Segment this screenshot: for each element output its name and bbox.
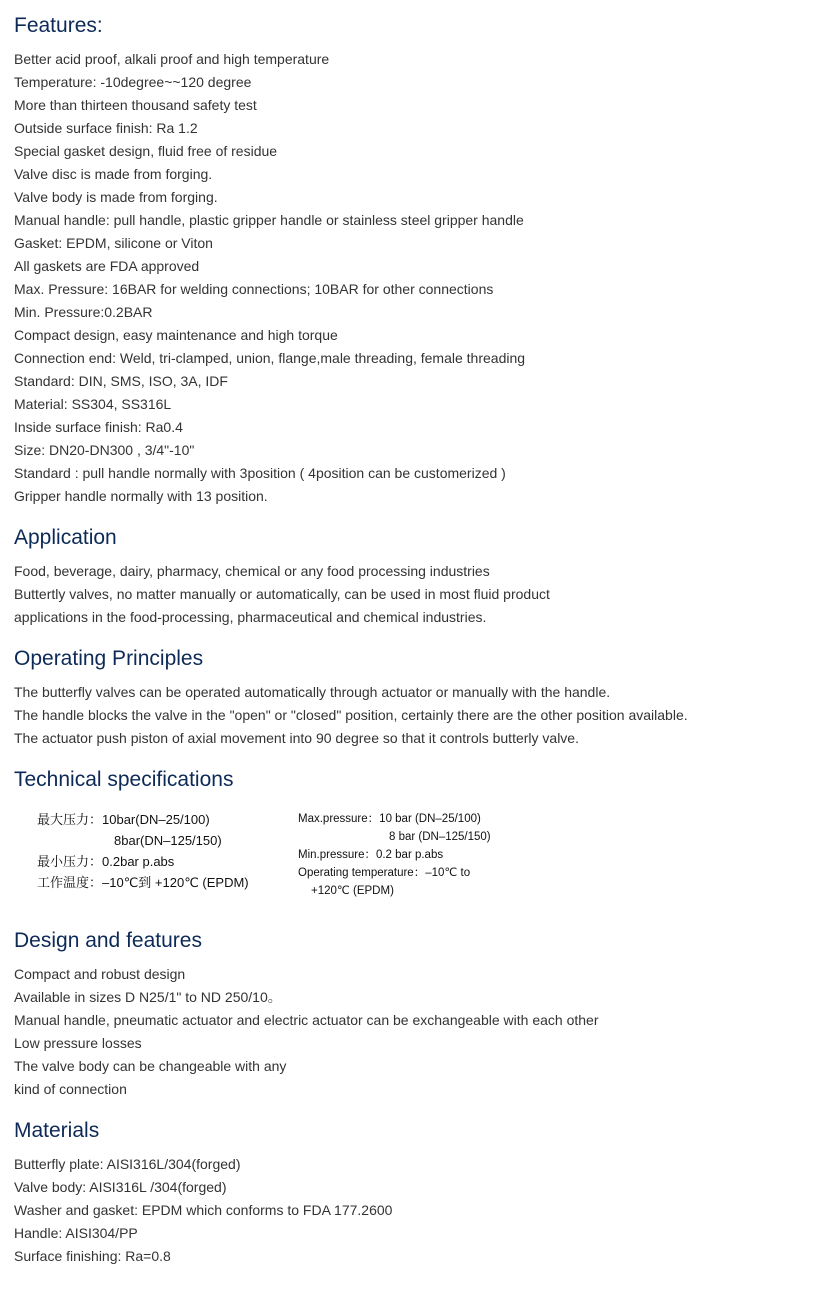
- features-line: Temperature: -10degree~~120 degree: [14, 74, 252, 90]
- features-line: Outside surface finish: Ra 1.2: [14, 120, 198, 136]
- operating-line: The handle blocks the valve in the "open" or "closed" position, certainly there are the other position available.: [14, 707, 688, 723]
- features-line: Valve body is made from forging.: [14, 189, 218, 205]
- features-list: [14, 48, 525, 508]
- design-line: Low pressure losses: [14, 1035, 142, 1051]
- spec-en-temp-row: [298, 864, 491, 882]
- spec-table-english: [298, 810, 491, 900]
- features-line: More than thirteen thousand safety test: [14, 97, 257, 113]
- spec-cn-temp-value: –10℃到 +120℃ (EPDM): [102, 875, 249, 890]
- spec-en-max-value-1: 10 bar (DN–25/100): [379, 813, 481, 825]
- operating-principles-heading: Operating Principles: [14, 647, 204, 670]
- spec-en-temp-value-2: +120℃ (EPDM): [311, 885, 394, 897]
- spec-cn-temp-label: 工作温度：: [37, 875, 103, 890]
- spec-table-chinese: [37, 809, 249, 893]
- features-line: Manual handle: pull handle, plastic gripper handle or stainless steel gripper handle: [14, 212, 524, 228]
- spec-cn-temp-row: [37, 872, 249, 893]
- features-line: Valve disc is made from forging.: [14, 166, 213, 182]
- features-line: Connection end: Weld, tri-clamped, union, flange,male threading, female threading: [14, 350, 526, 366]
- application-list: [14, 560, 550, 629]
- features-line: All gaskets are FDA approved: [14, 258, 200, 274]
- spec-en-temp-row-2: [298, 882, 491, 900]
- materials-line: Valve body: AISI316L /304(forged): [14, 1179, 227, 1195]
- features-line: Gripper handle normally with 13 position.: [14, 488, 268, 504]
- features-line: Material: SS304, SS316L: [14, 396, 172, 412]
- spec-cn-max-value-2: 8bar(DN–125/150): [114, 833, 222, 848]
- spec-en-min-value: 0.2 bar p.abs: [375, 849, 444, 861]
- application-line: Food, beverage, dairy, pharmacy, chemical or any food processing industries: [14, 563, 490, 579]
- design-features-heading: Design and features: [14, 929, 202, 952]
- design-line: Manual handle, pneumatic actuator and electric actuator can be exchangeable with each other: [14, 1012, 599, 1028]
- features-line: Compact design, easy maintenance and high torque: [14, 327, 338, 343]
- features-heading: Features:: [14, 14, 103, 37]
- spec-cn-min-row: [37, 851, 249, 872]
- spec-en-min-row: [298, 846, 491, 864]
- spec-en-temp-label: Operating temperature：: [298, 867, 426, 879]
- spec-cn-max-row-2: [37, 830, 249, 851]
- features-line: Inside surface finish: Ra0.4: [14, 419, 183, 435]
- materials-line: Surface finishing: Ra=0.8: [14, 1248, 171, 1264]
- features-line: Max. Pressure: 16BAR for welding connections; 10BAR for other connections: [14, 281, 494, 297]
- operating-line: The butterfly valves can be operated automatically through actuator or manually with the handle.: [14, 684, 611, 700]
- materials-line: Butterfly plate: AISI316L/304(forged): [14, 1156, 241, 1172]
- spec-cn-max-value-1: 10bar(DN–25/100): [102, 812, 210, 827]
- features-line: Special gasket design, fluid free of residue: [14, 143, 278, 159]
- application-line: applications in the food-processing, pharmaceutical and chemical industries.: [14, 609, 487, 625]
- spec-en-temp-value-1: –10℃ to: [425, 867, 471, 879]
- materials-line: Handle: AISI304/PP: [14, 1225, 138, 1241]
- design-line: kind of connection: [14, 1081, 127, 1097]
- spec-cn-min-value: 0.2bar p.abs: [102, 854, 175, 869]
- spec-en-max-row-2: [298, 828, 491, 846]
- design-line: Available in sizes D N25/1" to ND 250/10。: [14, 989, 282, 1005]
- features-line: Standard: DIN, SMS, ISO, 3A, IDF: [14, 373, 228, 389]
- application-heading: Application: [14, 526, 117, 549]
- spec-en-min-label: Min.pressure：: [298, 849, 376, 861]
- design-features-list: [14, 963, 599, 1101]
- materials-line: Washer and gasket: EPDM which conforms to FDA 177.2600: [14, 1202, 393, 1218]
- design-line: The valve body can be changeable with any: [14, 1058, 287, 1074]
- features-line: Standard : pull handle normally with 3position ( 4position can be customerized ): [14, 465, 506, 481]
- features-line: Better acid proof, alkali proof and high temperature: [14, 51, 330, 67]
- spec-en-max-label: Max.pressure：: [298, 813, 380, 825]
- features-line: Min. Pressure:0.2BAR: [14, 304, 153, 320]
- features-line: Size: DN20-DN300 , 3/4"-10": [14, 442, 195, 458]
- operating-line: The actuator push piston of axial movement into 90 degree so that it controls butterly valve.: [14, 730, 579, 746]
- spec-en-max-value-2: 8 bar (DN–125/150): [389, 831, 491, 843]
- features-line: Gasket: EPDM, silicone or Viton: [14, 235, 213, 251]
- spec-en-max-row: [298, 810, 491, 828]
- technical-specifications-heading: Technical specifications: [14, 768, 234, 791]
- spec-cn-min-label: 最小压力：: [37, 854, 103, 869]
- design-line: Compact and robust design: [14, 966, 186, 982]
- operating-principles-list: [14, 681, 688, 750]
- spec-cn-max-label: 最大压力：: [37, 812, 103, 827]
- application-line: Buttertly valves, no matter manually or automatically, can be used in most fluid product: [14, 586, 550, 602]
- materials-heading: Materials: [14, 1119, 100, 1142]
- spec-cn-max-row: [37, 809, 249, 830]
- materials-list: [14, 1153, 392, 1268]
